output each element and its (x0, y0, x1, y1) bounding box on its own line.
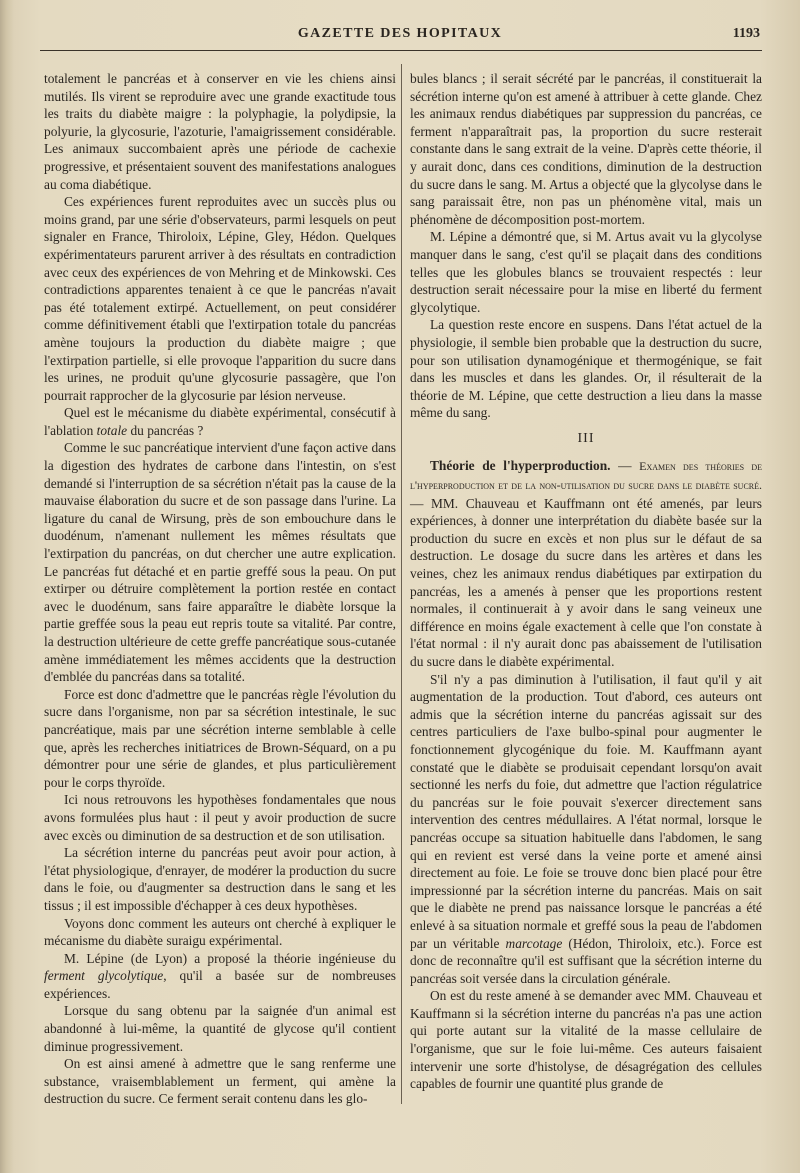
paragraph: La question reste encore en suspens. Dans l'état actuel de la physiologie, il semble bien probable que la destruction du sucre, pour son utilisation dynamogénique et thermogénique, se fait dans les muscles et dans les glandes. Or, il résulterait de la théorie de M. Lépine, que cette destruction a lieu dans la masse même du sang. (410, 317, 762, 421)
section-number: III (577, 430, 595, 446)
paragraph: Ces expériences furent reproduites avec un succès plus ou moins grand, par une série d'observateurs, parmi lesquels on peut signaler en France, Thiroloix, Lépine, Gley, Hédon. Quelques expérimentateurs parurent arriver à des résultats en contradiction avec ceux des expériences de von Mehring et de Minkowski. Ces contradictions apparentes tenaient à ce que le pancréas n'avait pas été totalement extirpé. Actuellement, on peut considérer comme définitivement établi que l'extirpation totale du pancréas amène toujours la production du diabète maigre ; que l'extirpation partielle, si elle provoque l'apparition du sucre dans les urines, ne produit qu'une glycosurie passagère, que l'on pourrait rapprocher de la glycosurie par lésion nerveuse. (44, 194, 396, 403)
paragraph: Lorsque du sang obtenu par la saignée d'un animal est abandonné à lui-même, la quantité de glycose qu'il contient diminue progressivement. (44, 1003, 396, 1054)
paragraph: M. Lépine (de Lyon) a proposé la théorie ingénieuse du ferment glycolytique, qu'il a basée sur de nombreuses expériences. (44, 950, 396, 1001)
page-number: 1193 (732, 26, 760, 41)
paragraph: Force est donc d'admettre que le pancréas règle l'évolution du sucre dans l'organisme, non par sa sécrétion intestinale, le suc pancréatique, mais par une sécrétion interne semblable à celle que, après les recherches initiatrices de Brown-Séquard, on a pu démontrer pour une série de glandes, et plus particulièrement pour le corps thyroïde. (44, 686, 396, 790)
section-heading-paragraph: Théorie de l'hyperproduction. — Examen des théories de l'hyperproduction et de la non-utilisation du sucre dans le diabète sucré. — MM. Chauveau et Kauffmann ont été amenés, par leurs expériences, à donner une interprétation du diabète basée sur la production du sucre en excès et non plus sur le défaut de sa destruction. Le dosage du sucre dans les artères et dans les veines, chez les animaux rendus diabétiques par extirpation du pancréas, les a amenés à penser que les proportions restent normales, il continuerait à y avoir dans le sang veineux une différence en moins égale exactement à celle que l'on constate à l'état normal : il n'y aurait donc pas abaissement de l'utilisation du sucre dans le diabète expérimental. (410, 458, 762, 669)
paragraph: M. Lépine a démontré que, si M. Artus avait vu la glycolyse manquer dans le sang, c'est qu'il se plaçait dans des conditions telles que les globules blancs se trouvaient respectés : leur destruction serait nécessaire pour la mise en liberté du ferment glycolytique. (410, 229, 762, 315)
paragraph: On est ainsi amené à admettre que le sang renferme une substance, vraisemblablement un ferment, qui amène la destruction du sucre. Ce ferment serait contenu dans les glo- (44, 1056, 396, 1107)
paragraph: totalement le pancréas et à conserver en vie les chiens ainsi mutilés. Ils virent se reproduire avec une grande exactitude tous les traits du diabète maigre : la polyphagie, la polydipsie, la polyurie, la glycosurie, l'azoturie, l'amaigrissement considérable. Les animaux succombaient après une période de cachexie progressive, et présentaient souvent des manifestations analogues au coma diabétique. (44, 71, 396, 192)
paragraph: Voyons donc comment les auteurs ont cherché à expliquer le mécanisme du diabète suraigu expérimental. (44, 915, 396, 949)
paragraph: La sécrétion interne du pancréas peut avoir pour action, à l'état physiologique, d'enrayer, de modérer la production du sucre dans le foie, ou d'augmenter sa destruction dans le sang et les tissus ; il est impossible d'échapper à ces deux hypothèses. (44, 845, 396, 913)
header-rule (40, 50, 762, 51)
section-heading: Théorie de l'hyperproduction. (430, 458, 611, 474)
paragraph: S'il n'y a pas diminution à l'utilisation, il faut qu'il y ait augmentation de la production. Tout d'abord, ces auteurs ont admis que la sécrétion interne du pancréas agissait sur des centres particuliers de l'axe bulbo-spinal pour augmenter le fonctionnement glycogénique du foie. M. Kauffmann ayant constaté que le diabète se produisait cependant lorsqu'on avait sectionné les nerfs du foie, dut admettre que l'action régulatrice du pancréas sur le foie pouvait s'exercer directement sans intervention des centres médullaires. A l'état normal, lorsque le pancréas occupe sa situation habituelle dans l'abdomen, le sang qui en revient est versé dans la veine porte et amené ainsi directement au foie. Le foie se trouve donc bien placé pour être impressionné par la sécrétion interne du pancréas. Mais on sait que le diabète ne prend pas naissance lorsque le pancréas a été enlevé à sa situation normale et greffé sous la peau de l'abdomen par un véritable marcotage (Hédon, Thiroloix, etc.). Force est donc de reconnaître qu'il est suffisant que la sécrétion interne du pancréas soit versée dans la circulation générale. (410, 671, 762, 986)
paragraph: Quel est le mécanisme du diabète expérimental, consécutif à l'ablation totale du pancréas ? (44, 405, 396, 438)
paragraph: On est du reste amené à se demander avec MM. Chauveau et Kauffmann si la sécrétion interne du pancréas n'a pas une action qui porte autant sur la vitalité de la masse cellulaire de l'organisme, que sur le foie lui-même. Ces auteurs faisaient intervenir une sorte d'histolyse, de désagrégation des cellules capables de fournir une quantité plus grande de (410, 988, 762, 1092)
paragraph: bules blancs ; il serait sécrété par le pancréas, il constituerait la sécrétion interne qu'on est amené à attribuer à cette glande. Chez les animaux rendus diabétiques par suppression du pancréas, ce ferment n'apparaîtrait pas, la proportion du sucre resterait constante dans le sang extrait de la veine. D'après cette théorie, il y aurait donc, dans ces conditions, diminution de la destruction du sucre dans le sang. M. Artus a objecté que la glycolyse dans le sang paraissait être, non pas un phénomène vital, mais un phénomène de décomposition post-mortem. (410, 71, 762, 227)
journal-title: GAZETTE DES HOPITAUX (297, 26, 503, 41)
left-column (44, 70, 396, 1108)
paragraph: Ici nous retrouvons les hypothèses fondamentales que nous avons formulées plus haut : il peut y avoir production de sucre avec excès ou diminution de sa destruction et de son utilisation. (44, 792, 396, 843)
column-divider (401, 64, 402, 1104)
page-header (0, 26, 800, 48)
section-subheading: Examen des théories de l'hyperproduction et de la non-utilisation du sucre dans le diabète sucré. (410, 459, 762, 493)
right-column (410, 70, 762, 1093)
paragraph: Comme le suc pancréatique intervient d'une façon active dans la digestion des hydrates de carbone dans l'intestin, on s'est demandé si l'interruption de sa sécrétion n'était pas la cause de la mauvaise élaboration du sucre et de son passage dans l'urine. La ligature du canal de Wirsung, près de son embouchure dans le duodénum, n'amenant nullement les mêmes résultats que l'extirpation du pancréas, on dut chercher une autre explication. Le pancréas fut détaché et en partie greffé sous la peau. On put extirper ou détruire complètement la portion restée en contact avec le duodénum, sans faire apparaître le diabète lorsque la partie greffée sous la peau eut repris toute sa vitalité. Par contre, la destruction ultérieure de cette greffe pancréatique sous-cutanée amène immédiatement les mêmes accidents que la destruction d'emblée du pancréas dans sa totalité. (44, 440, 396, 685)
